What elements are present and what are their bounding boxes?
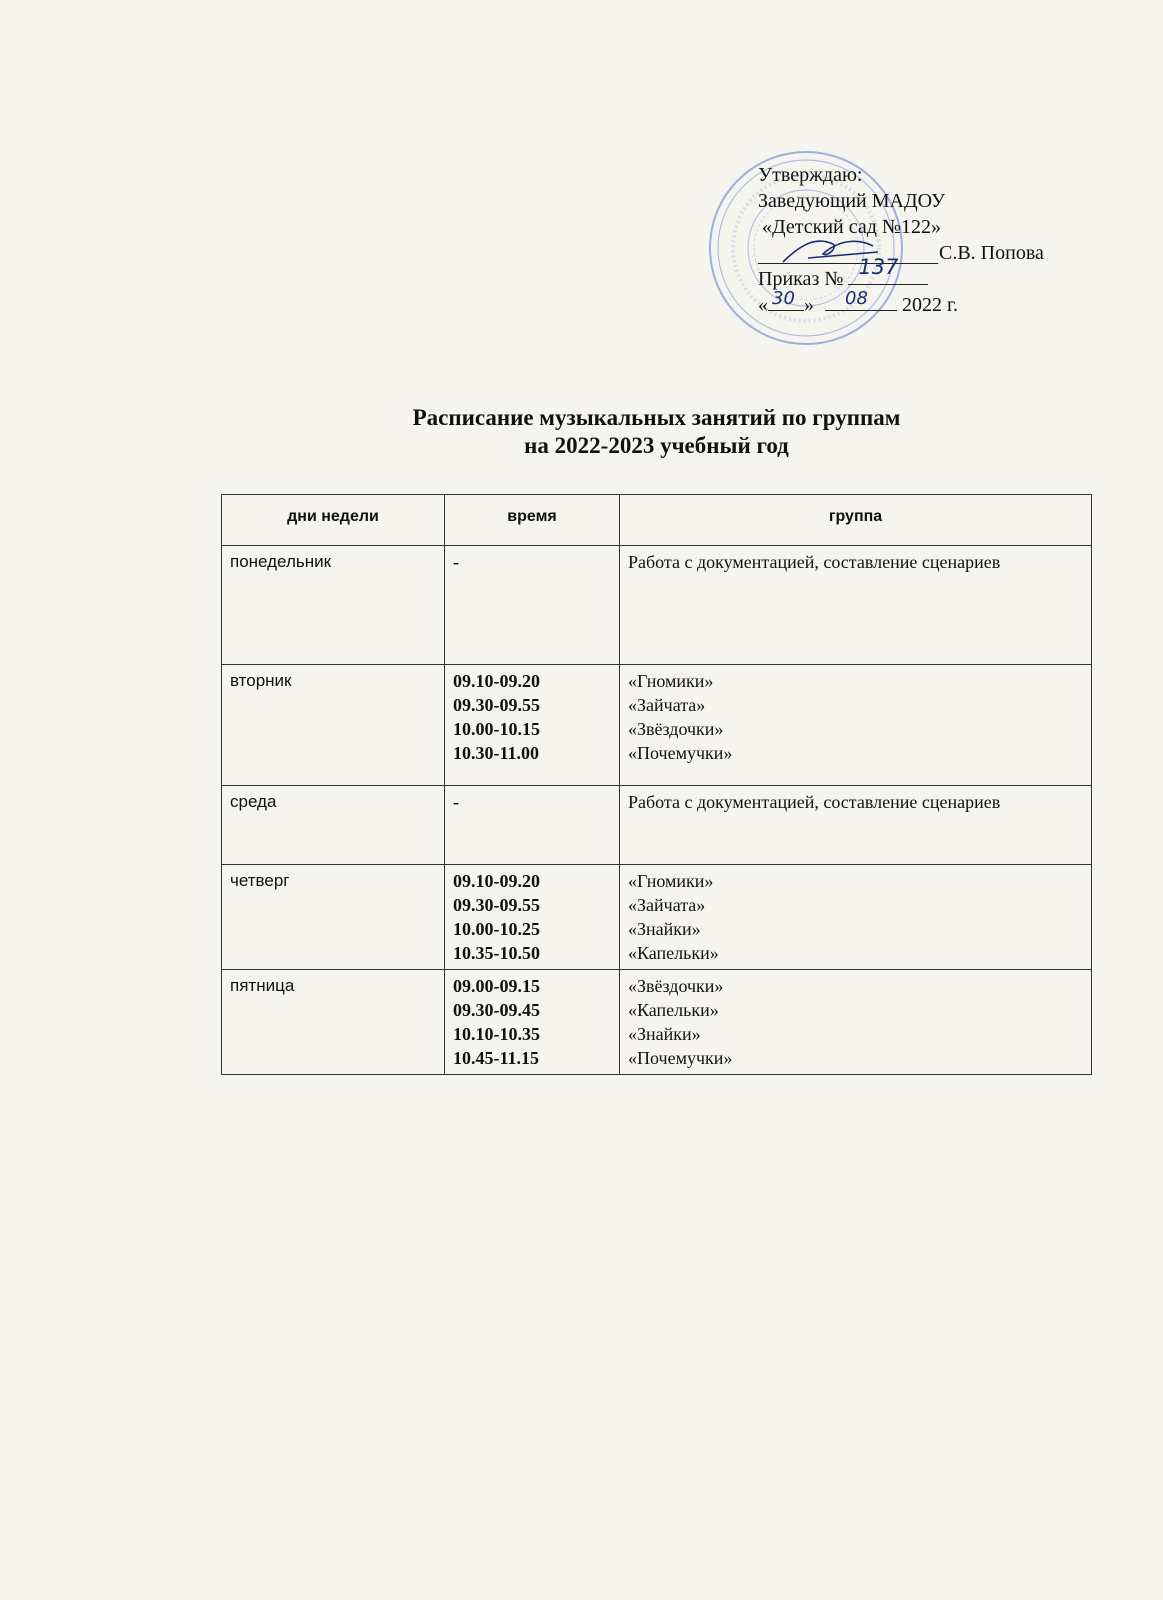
group-cell — [620, 546, 1092, 665]
time-cell — [445, 665, 620, 786]
approval-position: Заведующий МАДОУ — [758, 190, 946, 212]
table-row — [222, 546, 1092, 665]
approval-block — [758, 162, 1044, 318]
time-cell — [445, 970, 620, 1075]
time-slot: 09.10-09.20 — [453, 671, 540, 691]
table-row — [222, 970, 1092, 1075]
group-cell — [620, 665, 1092, 786]
time-slot: 10.10-10.35 — [453, 1024, 540, 1044]
group-cell — [620, 786, 1092, 865]
time-slot: 09.30-09.45 — [453, 1000, 540, 1020]
group-entry: «Почемучки» — [628, 1048, 733, 1068]
order-number-handwritten: 137 — [858, 255, 899, 279]
order-number-line — [848, 255, 928, 285]
group-entry: «Капельки» — [628, 943, 719, 963]
group-entry: «Знайки» — [628, 919, 701, 939]
approval-signer: С.В. Попова — [939, 242, 1044, 264]
table-header-row — [222, 495, 1092, 546]
header-group: группа — [620, 495, 1092, 546]
time-slot: 09.00-09.15 — [453, 976, 540, 996]
header-days: дни недели — [222, 495, 445, 546]
approval-title: Утверждаю: — [758, 164, 863, 186]
date-day-handwritten: 30 — [772, 288, 795, 309]
day-cell: вторник — [222, 665, 445, 786]
group-entry: «Зайчата» — [628, 695, 706, 715]
time-slot: - — [453, 552, 459, 572]
date-close-quote: » — [804, 294, 814, 316]
time-slot: 09.10-09.20 — [453, 871, 540, 891]
time-slot: - — [453, 792, 459, 812]
date-month-line — [825, 288, 897, 311]
group-entry: «Звёздочки» — [628, 976, 724, 996]
schedule-table — [221, 494, 1092, 1075]
group-entry: «Капельки» — [628, 1000, 719, 1020]
day-cell: понедельник — [222, 546, 445, 665]
time-slot: 09.30-09.55 — [453, 695, 540, 715]
time-cell — [445, 786, 620, 865]
table-row — [222, 786, 1092, 865]
group-entry: Работа с документацией, составление сценариев — [628, 552, 1001, 572]
time-slot: 10.30-11.00 — [453, 743, 540, 763]
date-open-quote: « — [758, 294, 768, 316]
approval-date — [758, 288, 958, 318]
group-entry: «Почемучки» — [628, 743, 733, 763]
day-cell: среда — [222, 786, 445, 865]
group-entry: «Гномики» — [628, 671, 714, 691]
group-entry: «Зайчата» — [628, 895, 706, 915]
time-slot: 09.30-09.55 — [453, 895, 540, 915]
group-entry: Работа с документацией, составление сценариев — [628, 792, 1001, 812]
approval-organization: «Детский сад №122» — [762, 216, 942, 238]
time-slot: 10.35-10.50 — [453, 943, 540, 963]
day-cell: пятница — [222, 970, 445, 1075]
time-slot: 10.00-10.15 — [453, 719, 540, 739]
group-entry: «Гномики» — [628, 871, 714, 891]
time-slot: 10.45-11.15 — [453, 1048, 540, 1068]
date-year: 2022 г. — [902, 294, 958, 316]
date-month-handwritten: 08 — [845, 288, 868, 309]
table-row — [222, 865, 1092, 970]
day-cell: четверг — [222, 865, 445, 970]
document-subtitle: на 2022-2023 учебный год — [524, 433, 789, 458]
time-cell — [445, 546, 620, 665]
group-cell — [620, 865, 1092, 970]
group-entry: «Звёздочки» — [628, 719, 724, 739]
header-time: время — [445, 495, 620, 546]
time-cell — [445, 865, 620, 970]
date-day-line — [768, 288, 804, 311]
time-slot: 10.00-10.25 — [453, 919, 540, 939]
order-label: Приказ № — [758, 268, 844, 290]
group-cell — [620, 970, 1092, 1075]
document-title: Расписание музыкальных занятий по группам — [412, 405, 901, 430]
table-row — [222, 665, 1092, 786]
group-entry: «Знайки» — [628, 1024, 701, 1044]
